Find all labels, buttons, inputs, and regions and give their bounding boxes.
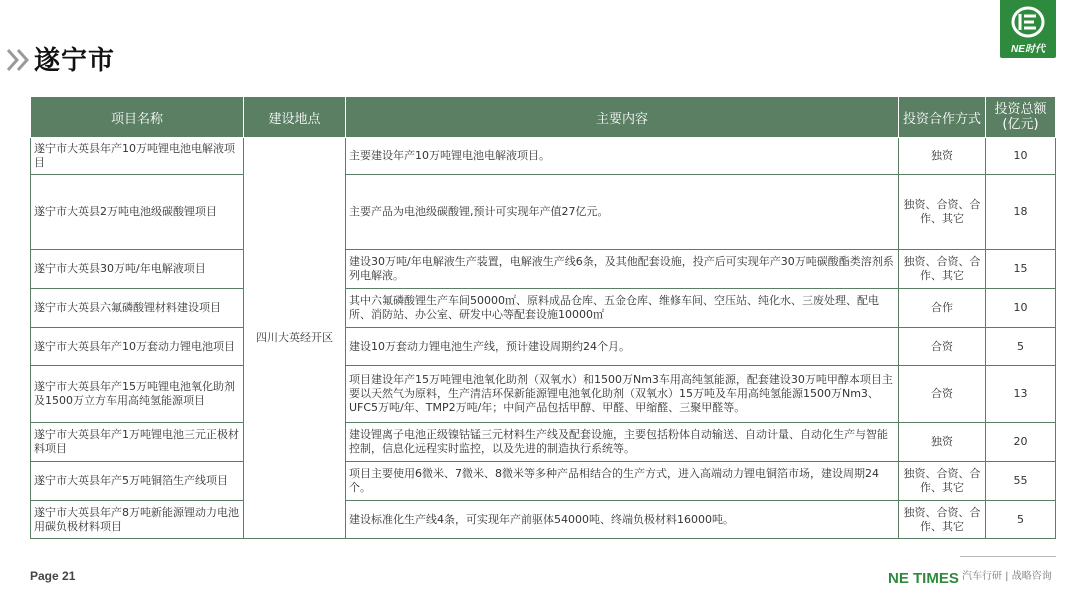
investment-amount: 10	[986, 289, 1056, 328]
table-row	[31, 328, 1056, 366]
investment-amount: 5	[986, 328, 1056, 366]
header-amount: 投资总额 (亿元)	[986, 97, 1056, 138]
project-name: 遂宁市大英县年产8万吨新能源锂动力电池用碳负极材料项目	[31, 501, 244, 539]
investment-amount: 13	[986, 366, 1056, 423]
investment-mode: 独资、合资、合作、其它	[899, 175, 986, 250]
project-name: 遂宁市大英县年产15万吨锂电池氧化助剂及1500万立方车用高纯氢能源项目	[31, 366, 244, 423]
investment-amount: 18	[986, 175, 1056, 250]
table-row	[31, 423, 1056, 462]
brand-logo	[1000, 0, 1056, 58]
project-content: 建设标准化生产线4条，可实现年产前驱体54000吨、终端负极材料16000吨。	[346, 501, 899, 539]
project-name: 遂宁市大英县年产5万吨铜箔生产线项目	[31, 462, 244, 501]
investment-amount: 10	[986, 138, 1056, 175]
project-content: 项目主要使用6微米、7微米、8微米等多种产品相结合的生产方式，进入高端动力锂电铜箔市场，建设周期24个。	[346, 462, 899, 501]
investment-amount: 55	[986, 462, 1056, 501]
project-name: 遂宁市大英县年产10万吨锂电池电解液项目	[31, 138, 244, 175]
table-row	[31, 175, 1056, 250]
project-location: 四川大英经开区	[244, 138, 346, 539]
project-content: 其中六氟磷酸锂生产车间50000㎡、原料成品仓库、五金仓库、维修车间、空压站、纯化水、三废处理、配电所、消防站、办公室、研发中心等配套设施10000㎡	[346, 289, 899, 328]
table-row	[31, 462, 1056, 501]
table-header-row	[31, 97, 1056, 138]
investment-amount: 15	[986, 250, 1056, 289]
project-name: 遂宁市大英县2万吨电池级碳酸锂项目	[31, 175, 244, 250]
table-row	[31, 501, 1056, 539]
project-name: 遂宁市大英县年产10万套动力锂电池项目	[31, 328, 244, 366]
investment-mode: 独资	[899, 138, 986, 175]
project-content: 项目建设年产15万吨锂电池氧化助剂（双氧水）和1500万Nm3车用高纯氢能源，配套建设30万吨甲醇本项目主要以天然气为原料，生产清洁环保新能源锂电池氧化助剂（双氧水）15万吨及车用高纯氢能源1500万Nm3、UFC5万吨/年、TMP2万吨/年；中间产品包括甲醇、甲醛、甲缩醛、三聚甲醛等。	[346, 366, 899, 423]
investment-mode: 合资	[899, 366, 986, 423]
footer-brand: NE TIMES	[888, 570, 959, 587]
project-content: 主要产品为电池级碳酸锂,预计可实现年产值27亿元。	[346, 175, 899, 250]
header-project-name: 项目名称	[31, 97, 244, 138]
investment-amount: 20	[986, 423, 1056, 462]
page-title: 遂宁市	[34, 46, 116, 76]
table-row	[31, 289, 1056, 328]
logo-text: NE时代	[1011, 44, 1045, 55]
footer-divider	[960, 556, 1056, 557]
table-row	[31, 250, 1056, 289]
project-name: 遂宁市大英县六氟磷酸锂材料建设项目	[31, 289, 244, 328]
project-table	[30, 96, 1055, 539]
chevron-right-icon	[6, 44, 32, 76]
header-location: 建设地点	[244, 97, 346, 138]
investment-mode: 独资、合资、合作、其它	[899, 250, 986, 289]
investment-mode: 独资	[899, 423, 986, 462]
table-row	[31, 138, 1056, 175]
project-content: 建设锂离子电池正级镍钴锰三元材料生产线及配套设施，主要包括粉体自动输送、自动计量、自动化生产与智能控制，信息化远程实时监控，以及先进的制造执行系统等。	[346, 423, 899, 462]
project-content: 主要建设年产10万吨锂电池电解液项目。	[346, 138, 899, 175]
investment-mode: 独资、合资、合作、其它	[899, 462, 986, 501]
table-row	[31, 366, 1056, 423]
header-content: 主要内容	[346, 97, 899, 138]
project-content: 建设10万套动力锂电池生产线，预计建设周期约24个月。	[346, 328, 899, 366]
project-content: 建设30万吨/年电解液生产装置，电解液生产线6条，及其他配套设施，投产后可实现年产30万吨碳酸酯类溶剂系列电解液。	[346, 250, 899, 289]
project-name: 遂宁市大英县30万吨/年电解液项目	[31, 250, 244, 289]
investment-amount: 5	[986, 501, 1056, 539]
investment-mode: 合作	[899, 289, 986, 328]
logo-icon	[1010, 6, 1046, 38]
project-name: 遂宁市大英县年产1万吨锂电池三元正极材料项目	[31, 423, 244, 462]
page-number: Page 21	[30, 569, 76, 583]
investment-mode: 独资、合资、合作、其它	[899, 501, 986, 539]
header-mode: 投资合作方式	[899, 97, 986, 138]
investment-mode: 合资	[899, 328, 986, 366]
footer-tagline: 汽车行研 | 战略咨询	[962, 571, 1052, 582]
